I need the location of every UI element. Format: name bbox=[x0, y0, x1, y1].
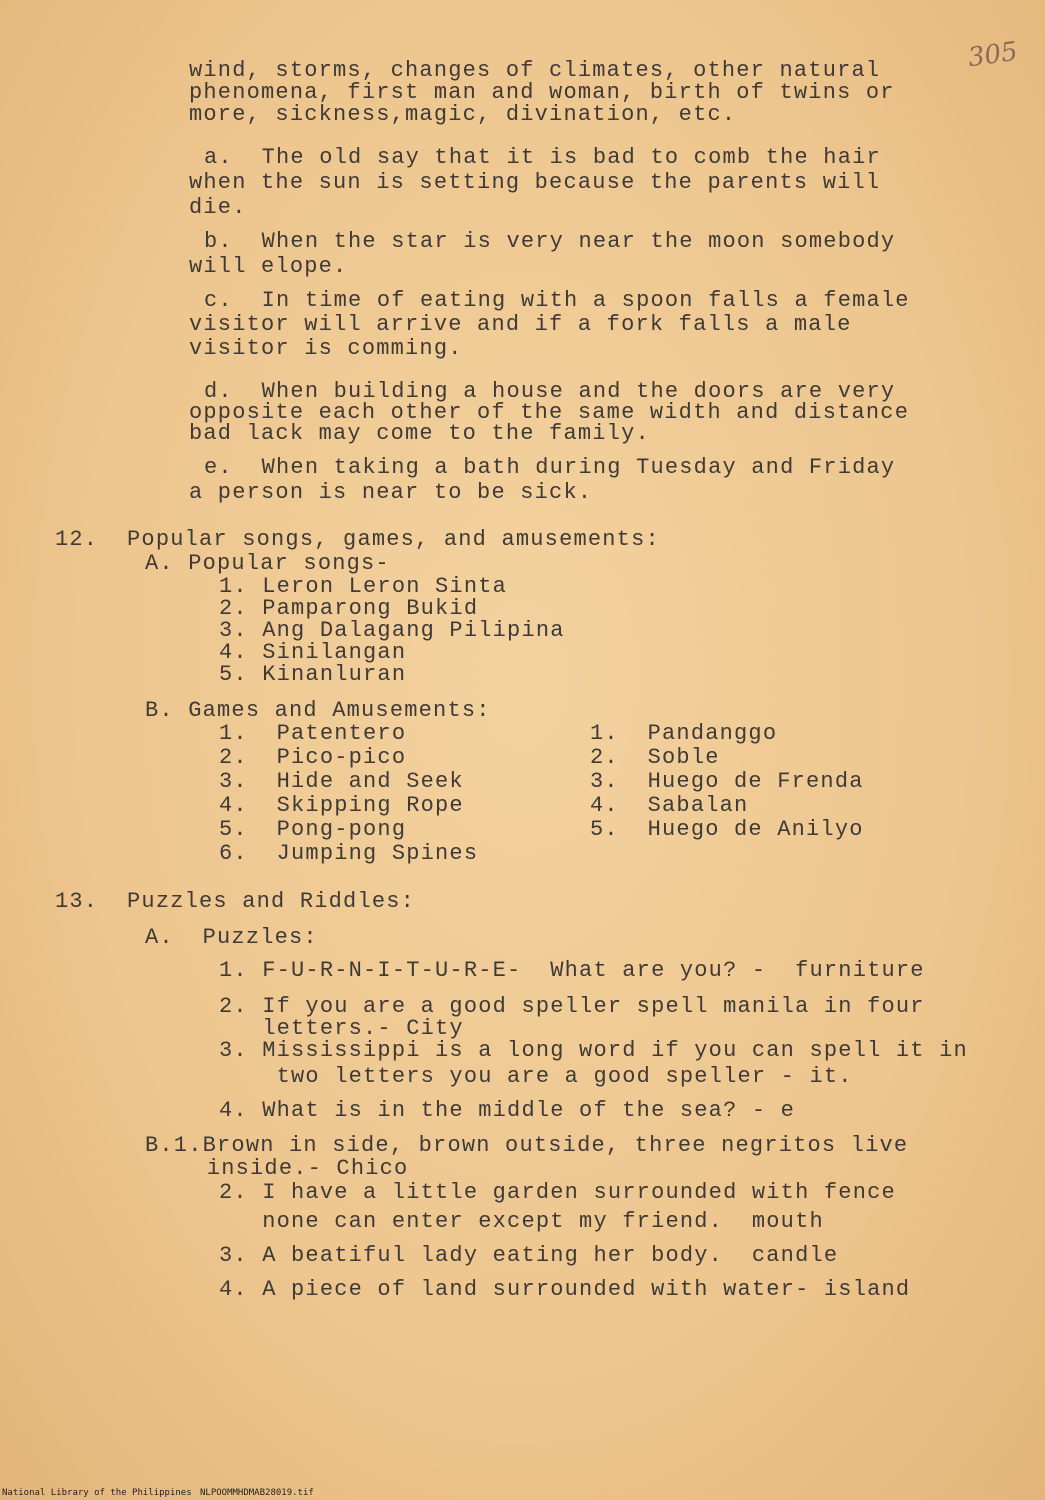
belief-e-line: e. When taking a bath during Tuesday and Friday bbox=[204, 455, 896, 480]
song-item: 2. Pamparong Bukid bbox=[219, 596, 479, 621]
song-item: 3. Ang Dalagang Pilipina bbox=[219, 618, 565, 643]
belief-b-line: will elope. bbox=[189, 254, 348, 279]
footer-source: National Library of the Philippines bbox=[2, 1488, 192, 1498]
riddle-line: inside.- Chico bbox=[178, 1156, 409, 1181]
song-item: 5. Kinanluran bbox=[219, 662, 407, 687]
riddle-line: B.1.Brown in side, brown outside, three negritos live bbox=[145, 1133, 909, 1158]
belief-c-line: visitor will arrive and if a fork falls a male bbox=[189, 312, 852, 337]
song-item: 4. Sinilangan bbox=[219, 640, 407, 665]
footer-file: NLPOOMMHDMAB28019.tif bbox=[200, 1488, 314, 1498]
songs-heading: A. Popular songs- bbox=[145, 551, 390, 576]
game-item: 3. Hide and Seek bbox=[219, 769, 464, 794]
belief-d-line: opposite each other of the same width and distance bbox=[189, 400, 910, 425]
section-13-heading: 13. Puzzles and Riddles: bbox=[55, 889, 416, 914]
page-number: 305 bbox=[966, 36, 1020, 74]
puzzle-line: 1. F-U-R-N-I-T-U-R-E- What are you? - furniture bbox=[219, 958, 925, 983]
intro-line: wind, storms, changes of climates, other natural bbox=[189, 58, 881, 83]
games-heading: B. Games and Amusements: bbox=[145, 698, 491, 723]
riddle-line: 3. A beatiful lady eating her body. candle bbox=[219, 1243, 839, 1268]
belief-a-line: die. bbox=[189, 195, 247, 220]
belief-e-line: a person is near to be sick. bbox=[189, 480, 593, 505]
section-12-heading: 12. Popular songs, games, and amusements: bbox=[55, 527, 660, 552]
belief-b-line: b. When the star is very near the moon somebody bbox=[204, 229, 896, 254]
game-item: 2. Soble bbox=[590, 745, 720, 770]
puzzle-line: 2. If you are a good speller spell manila in four bbox=[219, 994, 925, 1019]
belief-a-line: a. The old say that it is bad to comb the hair bbox=[204, 145, 881, 170]
intro-line: more, sickness,magic, divination, etc. bbox=[189, 102, 737, 127]
game-item: 6. Jumping Spines bbox=[219, 841, 479, 866]
game-item: 2. Pico-pico bbox=[219, 745, 407, 770]
game-item: 5. Huego de Anilyo bbox=[590, 817, 864, 842]
belief-c-line: c. In time of eating with a spoon falls a female bbox=[204, 288, 910, 313]
riddle-line: none can enter except my friend. mouth bbox=[219, 1209, 824, 1234]
song-item: 1. Leron Leron Sinta bbox=[219, 574, 508, 599]
puzzle-line: 3. Mississippi is a long word if you can spell it in bbox=[219, 1038, 968, 1063]
game-item: 1. Pandanggo bbox=[590, 721, 778, 746]
game-item: 3. Huego de Frenda bbox=[590, 769, 864, 794]
game-item: 1. Patentero bbox=[219, 721, 407, 746]
game-item: 5. Pong-pong bbox=[219, 817, 407, 842]
intro-line: phenomena, first man and woman, birth of twins or bbox=[189, 80, 895, 105]
game-item: 4. Skipping Rope bbox=[219, 793, 464, 818]
puzzles-heading: A. Puzzles: bbox=[145, 925, 318, 950]
belief-d-line: d. When building a house and the doors are very bbox=[204, 379, 896, 404]
riddle-line: 4. A piece of land surrounded with water- island bbox=[219, 1277, 911, 1302]
belief-a-line: when the sun is setting because the parents will bbox=[189, 170, 881, 195]
puzzle-line: letters.- City bbox=[219, 1016, 464, 1041]
puzzle-line: 4. What is in the middle of the sea? - e bbox=[219, 1098, 796, 1123]
puzzle-line: two letters you are a good speller - it. bbox=[219, 1064, 853, 1089]
belief-c-line: visitor is comming. bbox=[189, 336, 463, 361]
game-item: 4. Sabalan bbox=[590, 793, 749, 818]
riddle-line: 2. I have a little garden surrounded with fence bbox=[219, 1180, 896, 1205]
belief-d-line: bad lack may come to the family. bbox=[189, 421, 650, 446]
